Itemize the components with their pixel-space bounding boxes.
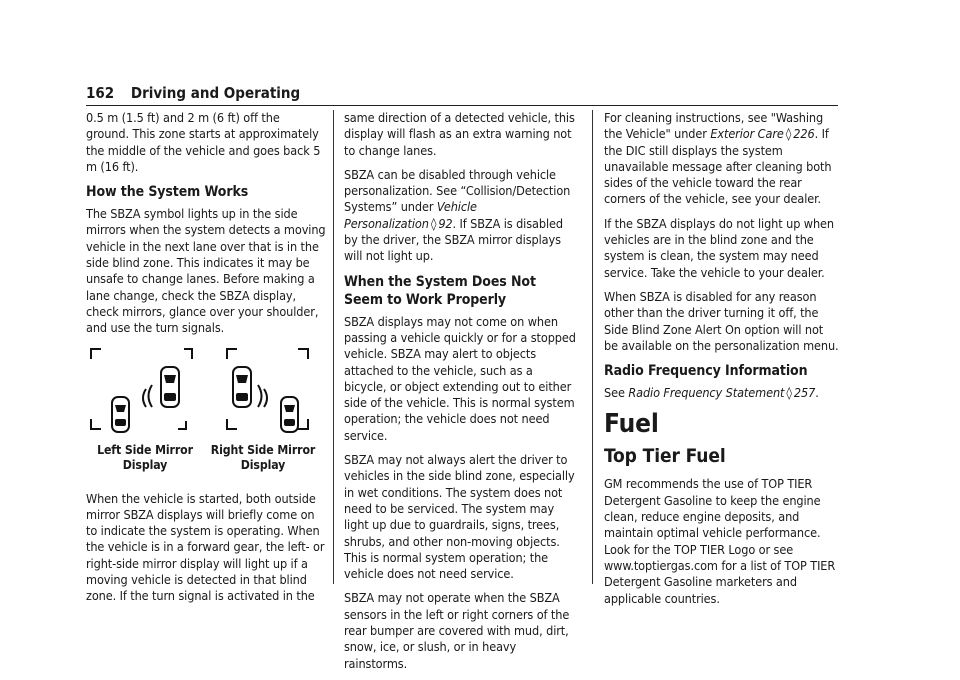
paragraph-cleaning xyxy=(604,110,840,208)
page-ref-number[interactable]: 257 xyxy=(793,385,816,401)
section-title: Driving and Operating xyxy=(130,84,301,102)
paragraph-nw3: SBZA may not operate when the SBZA sensors in the left or right corners of the rear bumper are covered with mud, dirt, snow, ice, or slush, or in heavy rainstorms. xyxy=(344,590,570,671)
paragraph-disable xyxy=(344,167,578,265)
paragraph-intro: 0.5 m (1.5 ft) and 2 m (6 ft) off the ground. This zone starts at approximately the middle of the vehicle and goes back 5 m (16 ft). xyxy=(86,110,321,174)
text-run: See xyxy=(604,385,629,401)
heading-how-system-works: How the System Works xyxy=(86,184,249,201)
page-reference-icon: ◊ xyxy=(430,215,437,231)
heading-top-tier-fuel: Top Tier Fuel xyxy=(604,445,726,468)
column-1 xyxy=(86,110,326,613)
column-divider xyxy=(333,110,334,584)
sbza-mirror-figure xyxy=(86,345,326,437)
text-run: SBZA can be disabled through vehicle personalization. See “Collision/Detection Systems” under xyxy=(344,166,571,215)
column-divider xyxy=(592,110,593,584)
paragraph-disabled: When SBZA is disabled for any reason other than the driver turning it off, the Side Blind Zone Alert On option will not be available on the personalization menu. xyxy=(604,288,839,353)
link-radio-frequency[interactable]: Radio Frequency Statement xyxy=(628,385,785,401)
text-run: . If SBZA is disabled by the driver, the SBZA mirror displays will not light up. xyxy=(344,215,563,264)
text-run: . xyxy=(815,385,819,401)
paragraph-top-tier: GM recommends the use of TOP TIER Detergent Gasoline to keep the engine clean, reduce engine deposits, and maintain optimal vehicle performance. Look for the TOP TIER Logo or see www.toptiergas.com for a list of TOP TIER Detergent Gasoline marketers and applicable countries. xyxy=(604,476,836,606)
paragraph-radio xyxy=(604,385,840,401)
paragraph-how: The SBZA symbol lights up in the side mirrors when the system detects a moving vehicle in the next lane over that is in the side blind zone. This indicates it may be unsafe to change lanes. Before making a lane change, check the SBZA display, check mirrors, glance over your shoulder, and use the turn signals. xyxy=(86,206,326,336)
paragraph-start: When the vehicle is started, both outside mirror SBZA displays will briefly come on to indicate the system is operating. When the vehicle is in a forward gear, the left- or right-side mirror display will light up if a moving vehicle is detected in that blind zone. If the turn signal is activated in the xyxy=(86,490,325,604)
link-exterior-care[interactable]: Exterior Care xyxy=(710,126,784,142)
paragraph-nw1: SBZA displays may not come on when passing a vehicle quickly or for a stopped vehicle. SBZA may alert to objects attached to the vehicle, such as a bicycle, or object extending out to either side of the vehicle. This is normal system operation; the vehicle does not need service. xyxy=(344,313,576,443)
text-run: . If the DIC still displays the system unavailable message after cleaning both sides of the vehicle toward the rear corners of the vehicle, see your dealer. xyxy=(604,126,832,207)
paragraph-nw2: SBZA may not always alert the driver to vehicles in the side blind zone, especially in wet conditions. The system does not need to be serviced. The system may light up due to guardrails, signs, trees, shrubs, and other non-moving objects. This is normal system operation; the vehicle does not need service. xyxy=(344,452,575,582)
paragraph-continued: same direction of a detected vehicle, this display will flash as an extra warning not to change lanes. xyxy=(344,110,575,158)
page-ref-number[interactable]: 226 xyxy=(793,126,815,142)
page-number: 162 xyxy=(86,84,115,102)
heading-not-work: When the System Does Not Seem to Work Properly xyxy=(344,273,536,308)
page-reference-icon: ◊ xyxy=(786,385,792,401)
page-reference-icon: ◊ xyxy=(785,126,792,142)
caption-left-mirror: Left Side Mirror Display xyxy=(97,442,193,472)
text-run: For cleaning instructions, see "Washing the Vehicle" under xyxy=(604,110,824,142)
heading-fuel: Fuel xyxy=(604,409,659,440)
column-3 xyxy=(604,110,840,615)
link-vehicle-personalization[interactable]: Vehicle Personalization xyxy=(344,199,477,231)
page-header xyxy=(86,84,838,106)
sbza-warning-icon xyxy=(86,345,326,437)
page-ref-number[interactable]: 92 xyxy=(438,215,453,231)
heading-radio-frequency: Radio Frequency Information xyxy=(604,363,808,380)
paragraph-no-light: If the SBZA displays do not light up when vehicles are in the blind zone and the system is clean, the system may need service. Take the vehicle to your dealer. xyxy=(604,215,834,280)
caption-right-mirror: Right Side Mirror Display xyxy=(210,442,316,472)
figure-captions xyxy=(86,443,326,473)
column-2 xyxy=(344,110,578,680)
